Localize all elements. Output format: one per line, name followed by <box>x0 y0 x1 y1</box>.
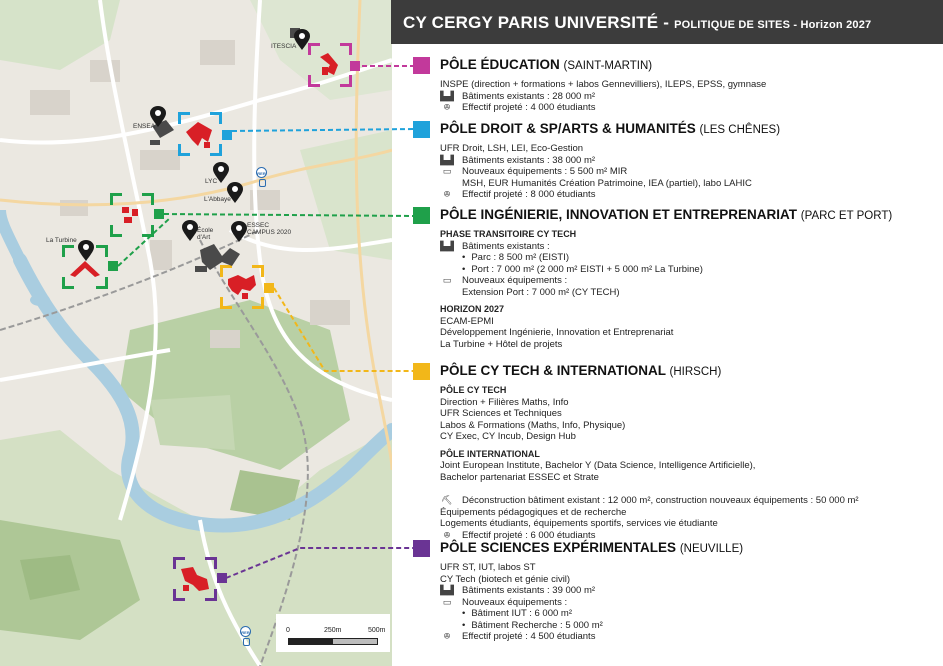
label-ensea: ENSEA <box>133 123 156 130</box>
pole-title: PÔLE INGÉNIERIE, INNOVATION ET ENTREPRENARIAT (PARC ET PORT) <box>440 207 893 222</box>
pole-ingenierie: PÔLE INGÉNIERIE, INNOVATION ET ENTREPRENARIAT (PARC ET PORT) PHASE TRANSITOIRE CY TECH ▙▟ Bâtiments existants : • Parc : 8 500 m² (EISTI) • Port : 7 000 m² (2 000 m² EISTI + 5 000 m² La Turbine) ▭ Nouveaux équipements : Extension Port : 7 000 m² (CY TECH) HORIZON 2027 ECAM-EPMI Développement Ingénierie, Innovation et Entreprenariat La Turbine + Hôtel de projets <box>440 207 940 350</box>
droit-color-marker <box>413 121 430 138</box>
pole-title: PÔLE CY TECH & INTERNATIONAL (HIRSCH) <box>440 363 722 378</box>
new-building-icon: ▭ <box>442 275 452 285</box>
label-la-turbine: La Turbine <box>46 237 77 244</box>
construction-icon: ⛏ <box>441 495 453 505</box>
students-icon: ꔮ <box>443 189 451 199</box>
new-building-icon: ▭ <box>442 596 452 607</box>
students-icon: ꔮ <box>443 102 451 112</box>
page-header <box>391 0 943 44</box>
education-color-marker <box>413 57 430 74</box>
sciences-color-marker <box>413 540 430 557</box>
pole-cytech: PÔLE CY TECH & INTERNATIONAL (HIRSCH) PÔLE CY TECH Direction + Filières Maths, Info UFR Sciences et Techniques Labos & Formations (Maths, Info, Physique) CY Exec, CY Incub, Design Hub PÔLE INTERNATIONAL Joint European Institute, Bachelor Y (Data Science, Intelligence Artificielle), Bachelor partenariat ESSEC et Strate ⛏ Déconstruction bâtiment existant : 12 000 m², construction nouveaux équipements : 50 000 m² Équipements pédagogiques et de recherche Logements étudiants, équipements sportifs, services vie étudiante ꔮ Effectif projeté : 6 000 étudiants <box>440 363 940 541</box>
pole-droit: PÔLE DROIT & SP/ARTS & HUMANITÉS (LES CHÊNES) UFR Droit, LSH, LEI, Eco-Gestion ▙▟ Bâtiments existants : 38 000 m² ▭ Nouveaux équipements : 5 500 m² MIR MSH, EUR Humanités Création Patrimoine, IEA (partiel), labo LAHIC ꔮ Effectif projeté : 8 000 étudiants <box>440 121 940 201</box>
rer-station-icon[interactable]: RER <box>240 626 252 646</box>
building-icon: ▙▟ <box>440 154 454 165</box>
label-essec: ESSEC CAMPUS 2020 <box>247 222 292 236</box>
page-title: CY CERGY PARIS UNIVERSITÉ - POLITIQUE DE SITES - Horizon 2027 <box>403 13 872 32</box>
pole-education: PÔLE ÉDUCATION (SAINT-MARTIN) INSPE (direction + formations + labos Gennevilliers), ILEPS, EPSS, gymnase ▙▟ Bâtiments existants : 28 000 m² ꔮ Effectif projeté : 4 000 étudiants <box>440 57 940 114</box>
building-icon: ▙▟ <box>440 90 454 101</box>
label-labbaye: L'Abbaye <box>204 196 231 203</box>
rer-station-icon[interactable]: RER <box>256 167 268 187</box>
students-icon: ꔮ <box>443 631 451 641</box>
page-subtitle: POLITIQUE DE SITES - Horizon 2027 <box>674 19 872 31</box>
label-itescia: ITESCIA <box>271 43 297 50</box>
pole-title: PÔLE ÉDUCATION (SAINT-MARTIN) <box>440 57 653 72</box>
building-icon: ▙▟ <box>440 240 454 251</box>
label-lyc: LYC <box>205 178 218 185</box>
cytech-color-marker <box>413 363 430 380</box>
label-ecole-art: École d'Art <box>197 227 214 241</box>
building-icon: ▙▟ <box>440 585 454 595</box>
pole-title: PÔLE DROIT & SP/ARTS & HUMANITÉS (LES CHÊNES) <box>440 121 781 136</box>
pole-sciences: PÔLE SCIENCES EXPÉRIMENTALES (NEUVILLE) UFR ST, IUT, labos ST CY Tech (biotech et génie civil) ▙▟ Bâtiments existants : 39 000 m² ▭ Nouveaux équipements : • Bâtiment IUT : 6 000 m² • Bâtiment Recherche : 5 000 m² ꔮ Effectif projeté : 4 500 étudiants <box>440 540 940 643</box>
map-scale: 0 250m 500m <box>276 614 390 652</box>
new-building-icon: ▭ <box>442 166 452 176</box>
pole-title: PÔLE SCIENCES EXPÉRIMENTALES (NEUVILLE) <box>440 540 744 555</box>
students-icon: ꔮ <box>443 529 451 540</box>
ingenierie-color-marker <box>413 207 430 224</box>
